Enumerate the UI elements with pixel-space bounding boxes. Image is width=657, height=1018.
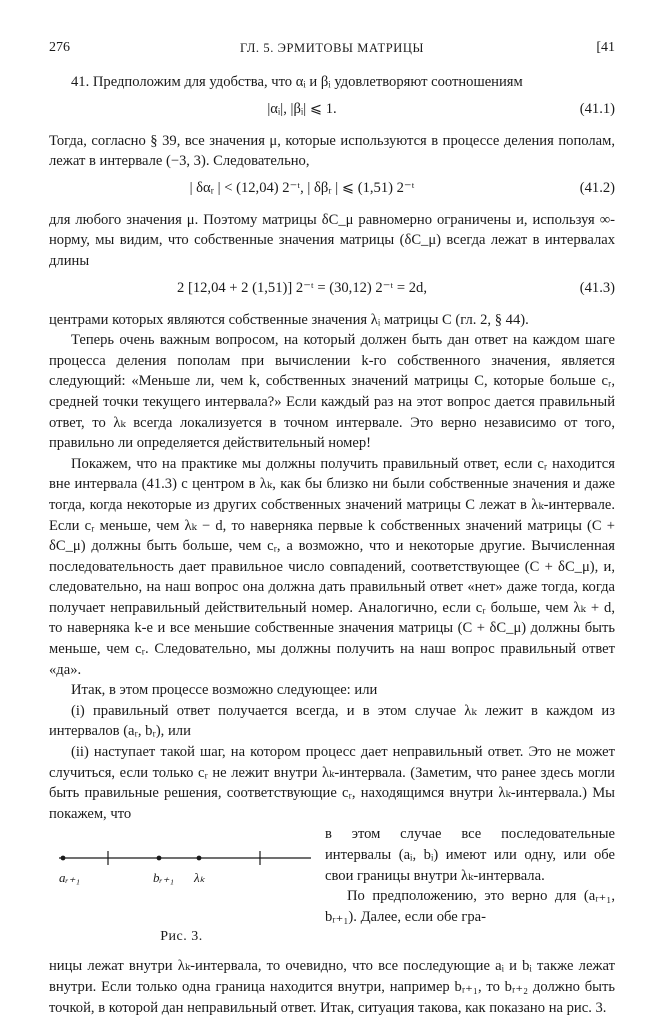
page (49, 38, 615, 1018)
paragraph-show: Покажем, что на практике мы должны получить правильный ответ, если cᵣ находится вне интервала (41.3) с центром в λₖ, как бы близко ни были собственные значения и даже тогда, когда некоторые из других собственных значений матрицы C лежат в λₖ-интервале. Если cᵣ меньше, чем λₖ − d, то наверняка первые k собственных значений матрицы (C + δC_μ) должны быть больше, чем cᵣ, а возможно, что и некоторые другие. Вычисленная последовательность дает правильное число совпадений, соответствующее (C + δC_μ), и, следовательно, на наш вопрос она должна дать правильный ответ «нет» даже тогда, когда получает неправильный действительный номер. Аналогично, если cᵣ больше, чем λₖ + d, то наверняка k-е и все меньшие собственные значения матрицы (C + δC_μ) должны быть меньше, чем cᵣ. Следовательно, мы должны получить на наш вопрос правильный ответ «да». (49, 455, 615, 678)
paragraph-after-41-3: центрами которых являются собственные значения λᵢ матрицы C (гл. 2, § 44). (49, 311, 529, 328)
paragraph-possible: Итак, в этом процессе возможно следующее: или (71, 682, 378, 699)
side-paragraph-1: в этом случае все последовательные интервалы (aᵢ, bᵢ) имеют или одну, или обе свои границы внутри λₖ-интервала. (325, 826, 615, 884)
figure-caption: Рис. 3. (160, 929, 203, 945)
equation-41-2 (49, 178, 615, 204)
equation-label: (41.1) (579, 100, 615, 117)
label-a: aᵣ₊₁ (59, 870, 81, 886)
paragraph-after-41-2: для любого значения μ. Поэтому матрицы δC_μ равномерно ограничены и, используя ∞-норму, мы видим, что собственные значения матрицы (δC_μ) всегда лежат в интервалах длины (49, 211, 615, 269)
number-line-diagram (49, 824, 314, 924)
equation-41-1 (49, 99, 615, 125)
paragraph-after-41-1: Тогда, согласно § 39, все значения μ, которые используются в процессе деления пополам, лежат в интервале (−3, 3). Следовательно, (49, 132, 615, 170)
running-header (49, 38, 615, 62)
equation-body: | δαᵣ | < (12,04) 2⁻ᵗ, | δβᵣ | ⩽ (1,51) 2⁻ᵗ (189, 179, 415, 196)
page-number: 276 (49, 40, 70, 55)
side-paragraph-2: По предположению, это верно для (aᵣ₊₁, bᵣ₊₁). Далее, если обе гра- (325, 888, 615, 925)
equation-label: (41.3) (579, 279, 615, 296)
chapter-title: ГЛ. 5. ЭРМИТОВЫ МАТРИЦЫ (239, 41, 425, 55)
label-lambda: λₖ (194, 870, 206, 886)
paragraph-important-question: Теперь очень важным вопросом, на который должен быть дан ответ на каждом шаге процесса деления пополам при вычислении k-го собственного значения, является следующий: «Меньше ли, чем k, собственных значений матрицы C, которые больше cᵣ, средней точки текущего интервала?» Если каждый раз на этот вопрос дается правильный ответ, то λₖ всегда локализуется в точном интервале. Это верно независимо от того, правильно ли определяется действительный номер! (49, 332, 615, 452)
item-i: (i) правильный ответ получается всегда, и в этом случае λₖ лежит в каждом из интервалов (aᵣ, bᵣ), или (49, 702, 615, 740)
equation-label: (41.2) (579, 179, 615, 196)
point-a (61, 856, 66, 861)
equation-body: 2 [12,04 + 2 (1,51)] 2⁻ᵗ = (30,12) 2⁻ᵗ = 2d, (177, 279, 427, 296)
figure-3 (49, 824, 314, 956)
point-b (157, 856, 162, 861)
figure-block (49, 824, 615, 956)
item-ii: (ii) наступает такой шаг, на котором процесс дает неправильный ответ. Это не может случиться, если только cᵣ не лежит внутри λₖ-интервала. (Заметим, что ранее здесь могли быть правильные решения, соответствующие cᵣ, находящимся внутри λₖ-интервала.) Мы покажем, что (49, 744, 615, 822)
equation-body: |αᵢ|, |βᵢ| ⩽ 1. (267, 100, 337, 117)
section-marker: [41 (596, 40, 615, 55)
point-lambda (197, 856, 202, 861)
final-paragraph: ницы лежат внутри λₖ-интервала, то очевидно, что все последующие aᵢ и bᵢ также лежат внутри. Если только одна граница находится внутри, например bᵣ₊₁, то bᵣ₊₂ должно быть точкой, в которой дан неправильный ответ. Итак, ситуация такова, как показано на рис. 3. (49, 958, 615, 1016)
equation-41-3 (49, 278, 615, 304)
figure-side-text (325, 824, 615, 927)
label-b: bᵣ₊₁ (153, 870, 175, 886)
intro-paragraph: 41. Предположим для удобства, что αᵢ и βᵢ удовлетворяют соотношениям (71, 74, 523, 90)
